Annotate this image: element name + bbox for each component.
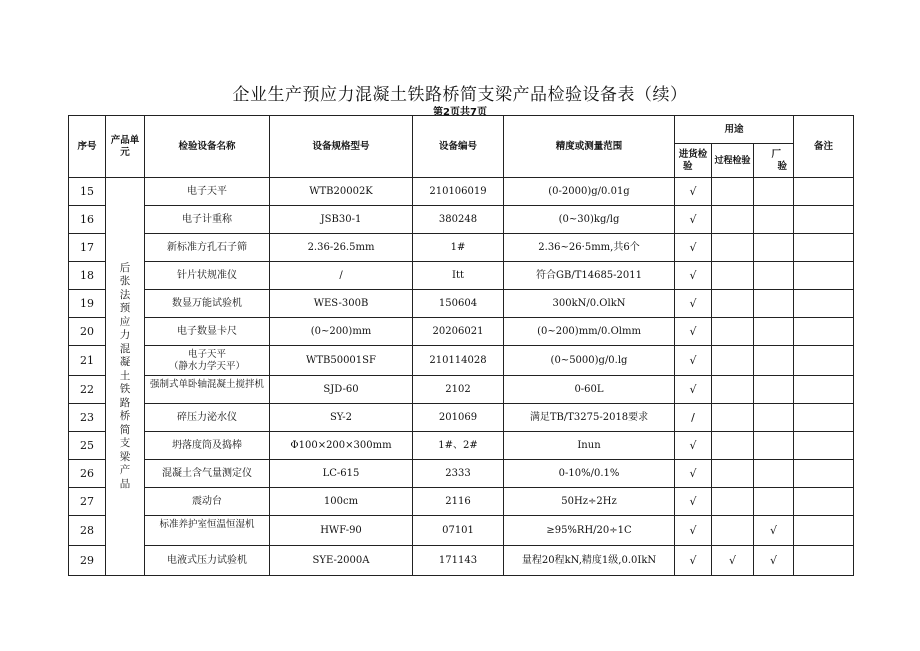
cell-spec: SJD-60 [270,376,413,404]
cell-code: 380248 [413,206,504,234]
cell-process [712,460,754,488]
cell-range: 符合GB/T14685-2011 [504,262,675,290]
cell-incoming: √ [675,546,712,576]
cell-spec: SY-2 [270,404,413,432]
header-usage-final-line1: 厂 [771,148,782,160]
cell-name-line2: （静水力学天平） [168,360,245,372]
cell-spec: (0~200)mm [270,318,413,346]
cell-code: Itt [413,262,504,290]
cell-remark [794,234,854,262]
cell-incoming: √ [675,376,712,404]
table-row [69,404,854,432]
cell-code: 210106019 [413,178,504,206]
cell-code: 201069 [413,404,504,432]
header-precision-range: 精度或测量范围 [504,116,675,178]
cell-name: 电子计重称 [145,206,270,234]
cell-final [754,460,794,488]
cell-seq: 28 [69,516,106,546]
cell-final: √ [754,516,794,546]
cell-remark [794,290,854,318]
cell-process [712,488,754,516]
table-row [69,346,854,376]
cell-final [754,346,794,376]
table-row [69,318,854,346]
cell-incoming: √ [675,178,712,206]
cell-seq: 16 [69,206,106,234]
cell-name: 震动台 [145,488,270,516]
cell-seq: 18 [69,262,106,290]
cell-name-line1: 电子天平 [187,348,226,360]
cell-spec: 2.36-26.5mm [270,234,413,262]
cell-incoming: √ [675,290,712,318]
cell-spec: JSB30-1 [270,206,413,234]
header-product-unit: 产品单元 [106,116,145,178]
cell-spec: SYE-2000A [270,546,413,576]
cell-code: 171143 [413,546,504,576]
cell-final [754,488,794,516]
header-equipment-name: 检验设备名称 [145,116,270,178]
cell-name: 强制式单卧轴混凝土搅拌机 [145,376,270,404]
cell-spec: LC-615 [270,460,413,488]
cell-process [712,432,754,460]
cell-range: 2.36~26·5mm,共6个 [504,234,675,262]
cell-remark [794,178,854,206]
table-row [69,488,854,516]
cell-spec: / [270,262,413,290]
cell-name: 针片状规准仪 [145,262,270,290]
cell-remark [794,460,854,488]
header-equipment-code: 设备编号 [413,116,504,178]
cell-process [712,346,754,376]
cell-remark [794,546,854,576]
header-row-1 [69,116,854,144]
cell-final [754,178,794,206]
cell-seq: 17 [69,234,106,262]
header-usage-final [754,144,794,178]
cell-process [712,318,754,346]
cell-remark [794,516,854,546]
cell-final [754,318,794,346]
cell-seq: 20 [69,318,106,346]
cell-name: 标准养护室恒温恒湿机 [145,516,270,546]
cell-product-unit [106,178,145,576]
header-spec-model: 设备规格型号 [270,116,413,178]
equipment-table [68,115,854,576]
cell-process [712,376,754,404]
cell-spec: Φ100×200×300mm [270,432,413,460]
cell-incoming: √ [675,460,712,488]
cell-name [145,346,270,376]
cell-remark [794,432,854,460]
cell-seq: 29 [69,546,106,576]
cell-code: 1#、2# [413,432,504,460]
cell-remark [794,318,854,346]
cell-final [754,290,794,318]
cell-process [712,262,754,290]
cell-code: 2333 [413,460,504,488]
cell-remark [794,404,854,432]
cell-seq: 23 [69,404,106,432]
cell-range: (0-2000)g/0.01g [504,178,675,206]
table-row [69,460,854,488]
cell-seq: 21 [69,346,106,376]
cell-final [754,404,794,432]
cell-final: √ [754,546,794,576]
cell-range: (0~200)mm/0.Olmm [504,318,675,346]
cell-final [754,376,794,404]
cell-name: 混凝土含气量测定仪 [145,460,270,488]
cell-spec: HWF-90 [270,516,413,546]
cell-range: 0-60L [504,376,675,404]
cell-final [754,262,794,290]
cell-process: √ [712,546,754,576]
cell-name: 数显万能试验机 [145,290,270,318]
cell-range: 量程20程kN,精度1级,0.0IkN [504,546,675,576]
product-unit-text: 后张法预应力混凝土铁路桥简支梁产品 [119,261,131,490]
cell-process [712,290,754,318]
cell-name: 电子数显卡尺 [145,318,270,346]
cell-name: 电液式压力试验机 [145,546,270,576]
cell-process [712,234,754,262]
table-row [69,178,854,206]
cell-remark [794,346,854,376]
cell-incoming: √ [675,432,712,460]
page-indicator: 第2页共7页 [433,107,487,118]
header-usage: 用途 [675,116,794,144]
cell-spec: 100cm [270,488,413,516]
cell-seq: 27 [69,488,106,516]
cell-seq: 22 [69,376,106,404]
cell-code: 20206021 [413,318,504,346]
cell-remark [794,206,854,234]
table-row [69,432,854,460]
cell-incoming: √ [675,346,712,376]
cell-seq: 25 [69,432,106,460]
header-seq: 序号 [69,116,106,178]
cell-range: 满足TB/T3275-2018要求 [504,404,675,432]
cell-name: 碎压力泌水仪 [145,404,270,432]
cell-code: 1# [413,234,504,262]
header-usage-process: 过程检验 [712,144,754,178]
cell-code: 2116 [413,488,504,516]
cell-range: 0-10%/0.1% [504,460,675,488]
cell-code: 150604 [413,290,504,318]
cell-code: 07101 [413,516,504,546]
table-row [69,516,854,546]
cell-incoming: √ [675,318,712,346]
header-remarks: 备注 [794,116,854,178]
cell-range: 300kN/0.OlkN [504,290,675,318]
table-row [69,546,854,576]
cell-name: 电子天平 [145,178,270,206]
cell-incoming: √ [675,516,712,546]
document-title: 企业生产预应力混凝土铁路桥简支梁产品检验设备表（续） [232,85,688,105]
table-row [69,234,854,262]
cell-incoming: √ [675,206,712,234]
cell-spec: WES-300B [270,290,413,318]
cell-spec: WTB20002K [270,178,413,206]
cell-range: (0~30)kg/lg [504,206,675,234]
cell-process [712,206,754,234]
cell-remark [794,376,854,404]
cell-range: 50Hz÷2Hz [504,488,675,516]
table-row [69,262,854,290]
header-usage-final-line2: 验 [777,160,788,172]
cell-name: 坍落度筒及捣棒 [145,432,270,460]
cell-incoming: √ [675,488,712,516]
cell-incoming: / [675,404,712,432]
table-row [69,290,854,318]
cell-code: 210114028 [413,346,504,376]
cell-range: Inun [504,432,675,460]
cell-final [754,234,794,262]
cell-remark [794,488,854,516]
cell-process [712,178,754,206]
cell-final [754,206,794,234]
cell-final [754,432,794,460]
header-usage-incoming-line2: 验 [683,160,693,172]
header-usage-incoming [675,144,712,178]
cell-seq: 19 [69,290,106,318]
cell-range: (0~5000)g/0.lg [504,346,675,376]
cell-range: ≥95%RH/20÷1C [504,516,675,546]
cell-incoming: √ [675,234,712,262]
header-usage-incoming-line1: 进货检 [678,148,708,160]
cell-process [712,516,754,546]
table-row [69,206,854,234]
cell-process [712,404,754,432]
cell-name: 新标准方孔石子筛 [145,234,270,262]
table-row [69,376,854,404]
cell-incoming: √ [675,262,712,290]
cell-seq: 15 [69,178,106,206]
cell-remark [794,262,854,290]
cell-spec: WTB50001SF [270,346,413,376]
cell-seq: 26 [69,460,106,488]
cell-code: 2102 [413,376,504,404]
